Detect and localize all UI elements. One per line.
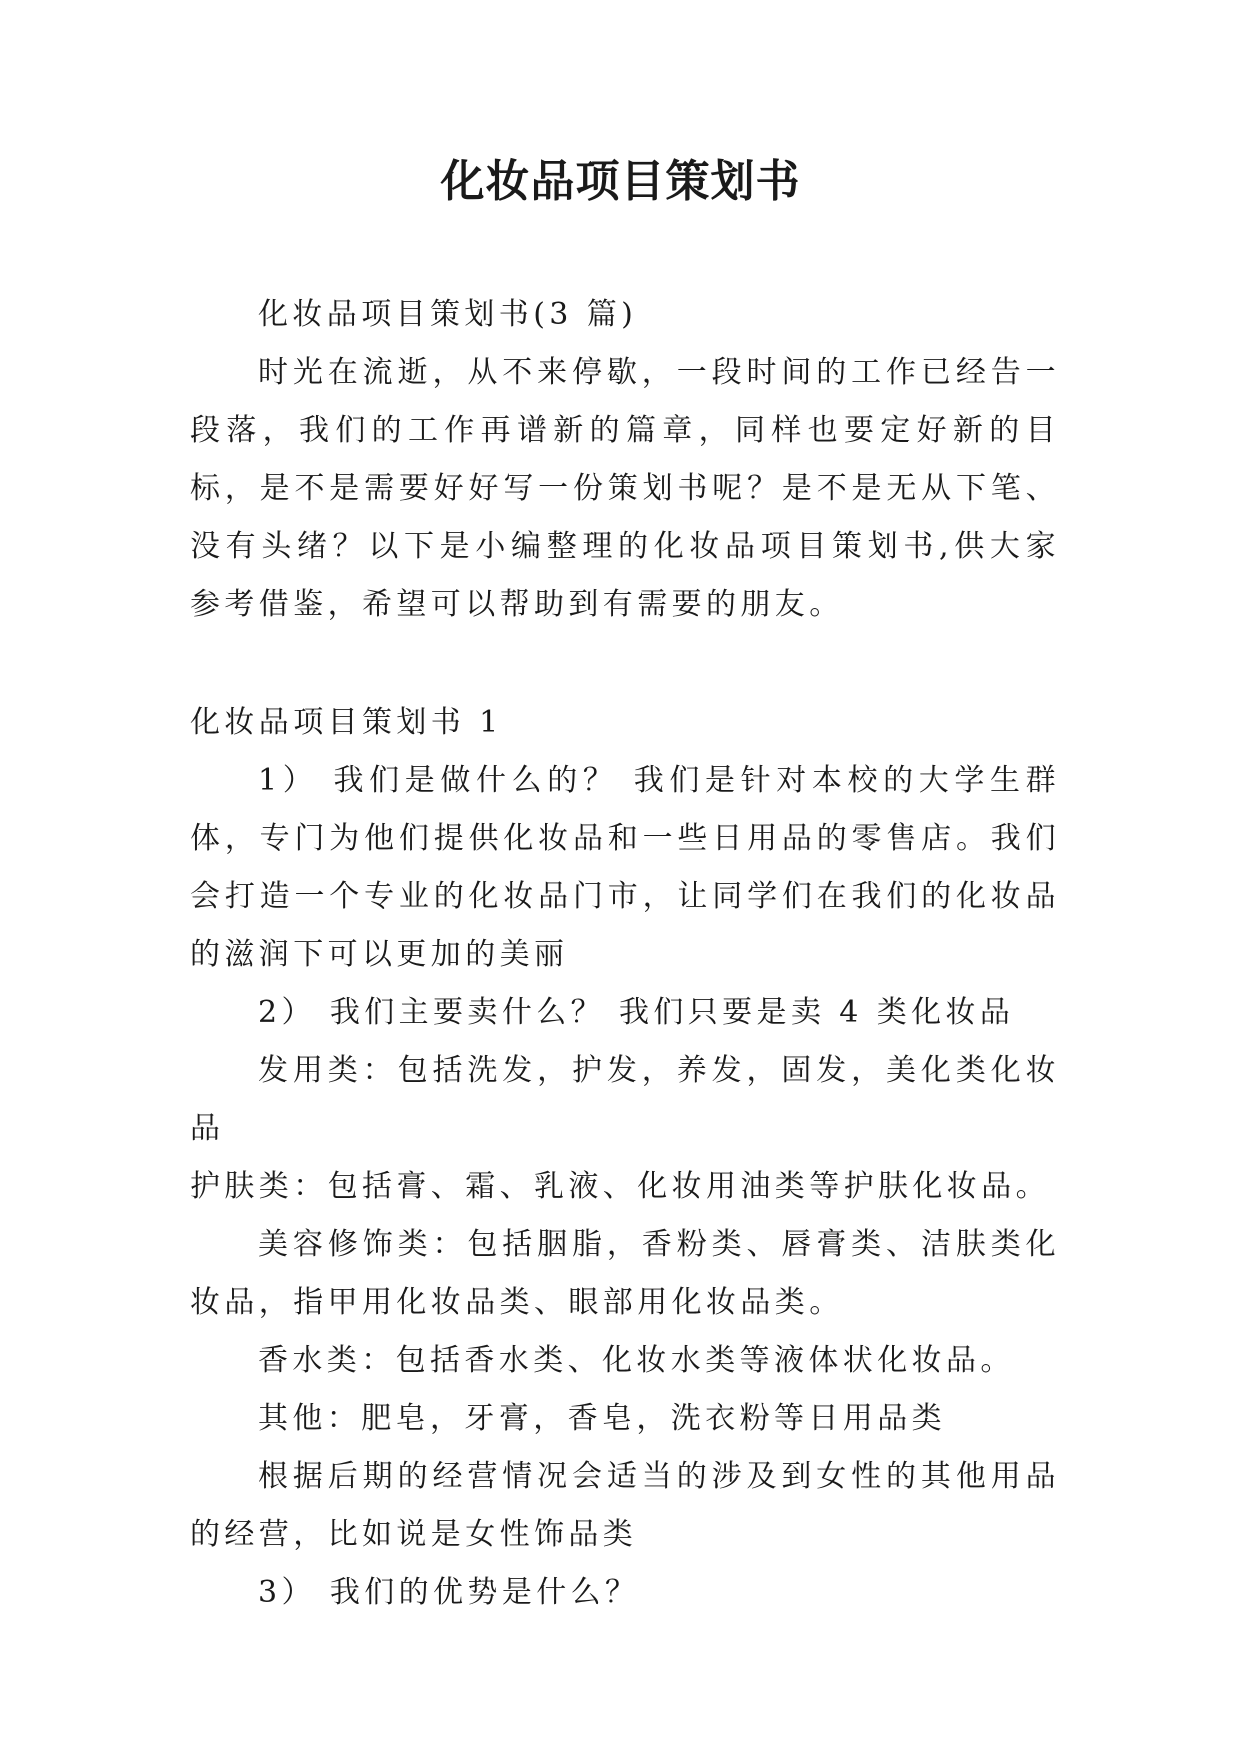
hair-products-paragraph: 发用类：包括洗发，护发，养发，固发，美化类化妆品: [190, 1053, 1060, 1146]
intro-paragraph: 时光在流逝，从不来停歇，一段时间的工作已经告一段落，我们的工作再谱新的篇章，同样也要定好新的目标，是不是需要好好写一份策划书呢？是不是无从下笔、没有头绪？以下是小编整理的化妆品项目策划书,供大家参考借鉴，希望可以帮助到有需要的朋友。: [190, 355, 1060, 622]
subtitle-paragraph: 化妆品项目策划书(3 篇): [258, 297, 638, 332]
question-3-paragraph: 3） 我们的优势是什么？: [258, 1575, 640, 1610]
perfume-products-paragraph: 香水类：包括香水类、化妆水类等液体状化妆品。: [258, 1343, 1015, 1378]
future-plans-paragraph: 根据后期的经营情况会适当的涉及到女性的其他用品的经营，比如说是女性饰品类: [190, 1459, 1060, 1552]
question-2-paragraph: 2） 我们主要卖什么？ 我们只要是卖 4 类化妆品: [258, 995, 1015, 1030]
skin-products-paragraph: 护肤类：包括膏、霜、乳液、化妆用油类等护肤化妆品。: [190, 1169, 1050, 1204]
document-body: [190, 286, 1060, 1622]
question-1-paragraph: 1） 我们是做什么的？ 我们是针对本校的大学生群体，专门为他们提供化妆品和一些日用品的零售店。我们会打造一个专业的化妆品门市，让同学们在我们的化妆品的滋润下可以更加的美丽: [190, 763, 1060, 972]
document-title: 化妆品项目策划书: [440, 156, 801, 207]
other-products-paragraph: 其他：肥皂，牙膏，香皂，洗衣粉等日用品类: [258, 1401, 946, 1436]
beauty-products-paragraph: 美容修饰类：包括胭脂，香粉类、唇膏类、洁肤类化妆品，指甲用化妆品类、眼部用化妆品类。: [190, 1227, 1060, 1320]
section-heading: 化妆品项目策划书 1: [190, 705, 503, 740]
